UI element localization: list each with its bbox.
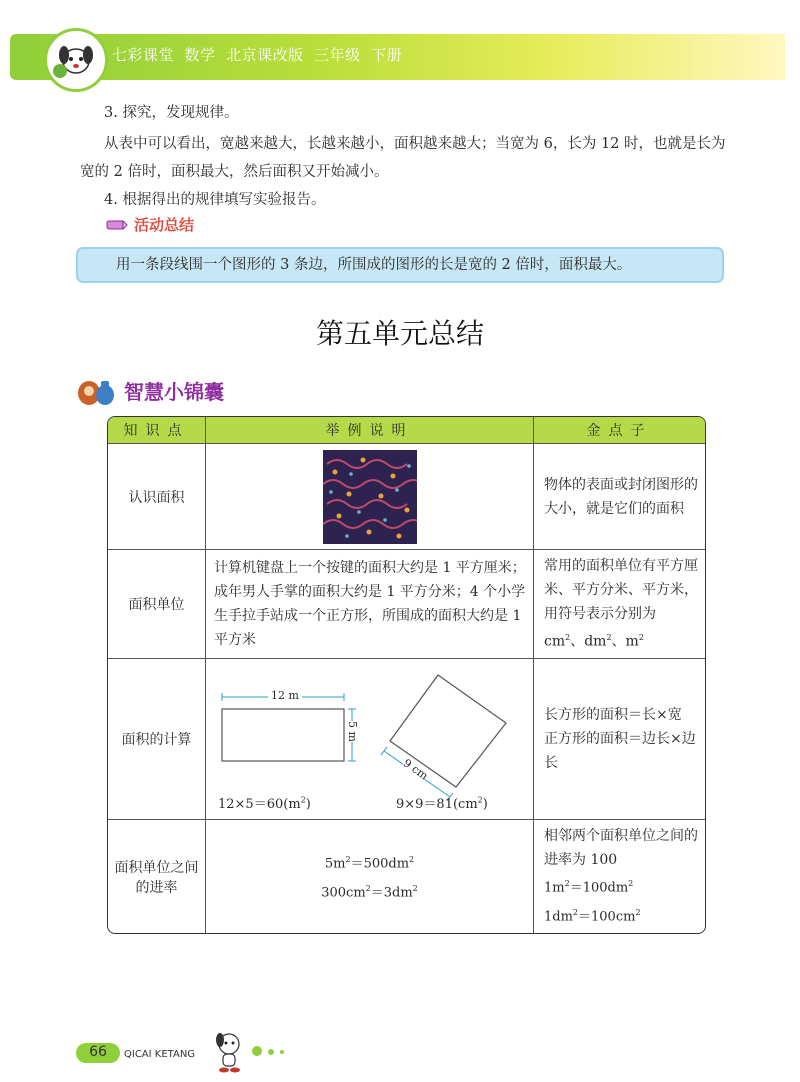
square-area-rule: 正方形的面积＝边长×边长 [544,731,696,771]
pencil-icon [106,217,128,231]
table-row [108,820,705,933]
row2-topic: 面积单位 [108,550,206,659]
row4-tip [534,820,705,933]
row3-topic: 面积的计算 [108,659,206,820]
unit-summary-title: 第五单元总结 [315,317,484,350]
step4-text: 4. 根据得出的规律填写实验报告。 [104,192,326,208]
summary-table [107,416,706,934]
header-knowledge: 知识点 [108,417,206,444]
row4-example [206,820,534,933]
table-row [108,550,705,659]
row2-tip: 常用的面积单位有平方厘米、平方分米、平方米，用符号表示分别为 $cm^2$、$dm^2$、$m^2$ [534,550,705,659]
rectangle-shape [222,709,344,761]
rect-area-rule: 长方形的面积＝长×宽 [544,707,682,723]
dog-mascot-footer-icon [214,1030,244,1074]
dog-mascot-icon [47,31,105,89]
rect-area-formula: $12\times 5=60(m^2)$ [218,795,311,812]
dot-decoration-small [280,1050,284,1054]
table-row [108,444,705,550]
square-side-label: 9 cm [400,756,431,783]
row4-topic: 面积单位之间的进率 [108,820,206,933]
step3-heading: 3. 探究，发现规律。 [104,105,239,121]
mascot-badge [44,28,108,92]
header-tip: 金点子 [534,417,705,444]
square-area-formula: $9\times 9=81(cm^2)$ [396,795,488,812]
conversion-example-2: $300cm^2=3dm^2$ [321,883,418,900]
page-number: 66 [89,1044,107,1060]
summary-text: 用一条段线围一个图形的 3 条边，所围成的图形的长是宽的 2 倍时，面积最大。 [116,257,632,273]
step3-body-line2: 宽的 2 倍时，面积最大，然后面积又开始减小。 [80,164,389,180]
conversion-m-dm: $1m^2=100dm^2$ [544,879,634,896]
area-calc-figures [206,659,534,820]
header-example: 举例说明 [206,417,534,444]
rect-width-label: 5 m [345,721,359,742]
row1-topic: 认识面积 [108,444,206,550]
step3-body-line1: 从表中可以看出，宽越来越大，长越来越小，面积越来越大；当宽为 6，长为 12 时，也就是长为 [104,136,726,152]
table-row [108,659,705,820]
conversion-dm-cm: $1dm^2=100cm^2$ [544,907,641,924]
table-header-row [108,417,705,444]
tips-title: 智慧小锦囊 [124,380,224,404]
rect-length-label: 12 m [268,689,302,702]
row2-example: 计算机键盘上一个按键的面积大约是 1 平方厘米；成年男人手掌的面积大约是 1 平方分米；4 个小学生手拉手站成一个正方形，所围成的面积大约是 1 平方米 [206,550,534,659]
activity-summary-label: 活动总结 [134,216,195,234]
treasure-bag-icon [76,373,116,407]
conversion-example-1: $5m^2=500dm^2$ [324,855,415,872]
row3-tip [534,659,705,820]
header-title: 七彩课堂 数学 北京课改版 三年级 下册 [112,46,403,64]
patterned-fabric-image [323,450,417,544]
footer-brand: QICAI KETANG [124,1049,196,1060]
row1-tip: 物体的表面或封闭图形的大小，就是它们的面积 [534,444,705,550]
dot-decoration-medium [268,1049,274,1055]
conversion-rate-text: 相邻两个面积单位之间的进率为 100 [544,828,698,869]
dot-decoration-large [252,1046,262,1056]
